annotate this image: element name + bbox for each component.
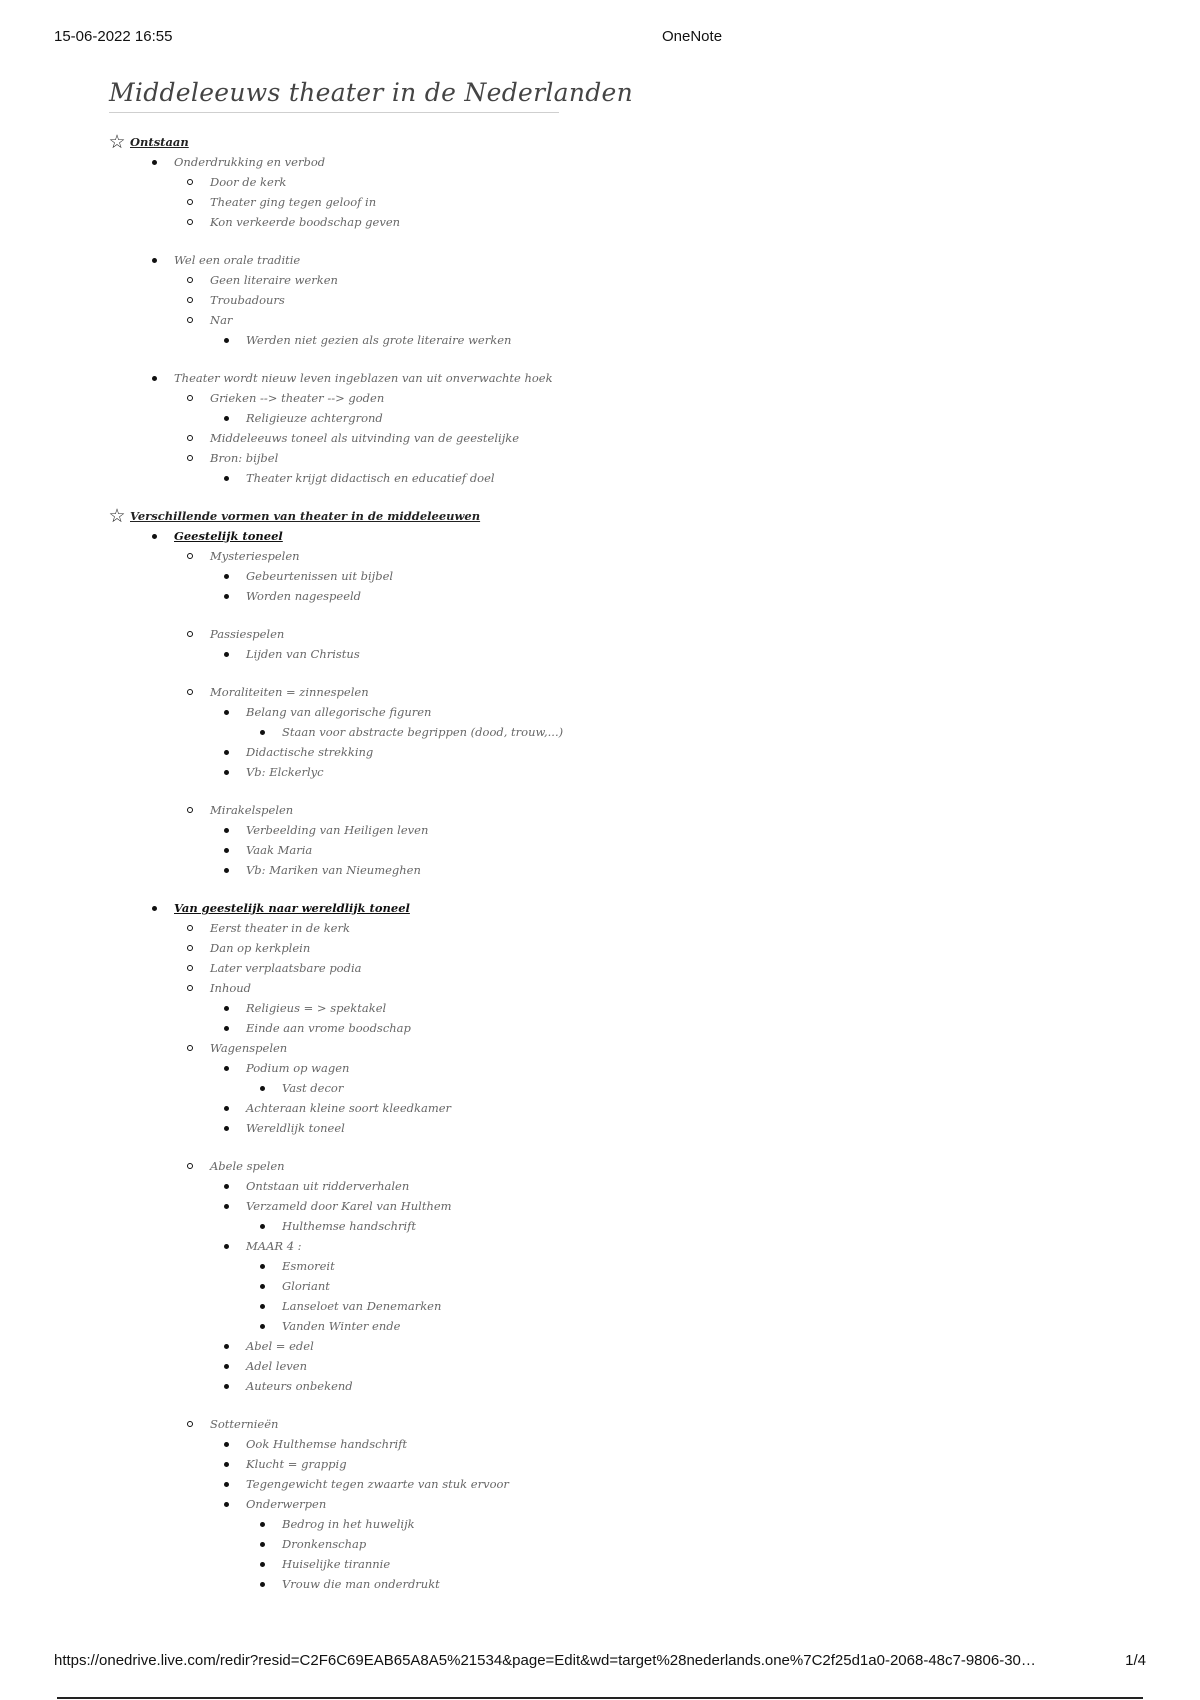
list-item xyxy=(110,1356,1010,1376)
bullet-icon xyxy=(150,904,158,912)
list-item-text: Dronkenschap xyxy=(282,1537,367,1551)
bullet-icon xyxy=(222,1202,230,1210)
list-item xyxy=(110,1376,1010,1396)
list-item xyxy=(110,526,1010,546)
list-item xyxy=(110,1236,1010,1256)
list-item-text: Later verplaatsbare podia xyxy=(210,961,362,975)
list-item xyxy=(110,1474,1010,1494)
list-item-text: Einde aan vrome boodschap xyxy=(246,1021,411,1035)
hollow-bullet-icon xyxy=(186,1420,194,1428)
list-item-text: Vanden Winter ende xyxy=(282,1319,401,1333)
list-item xyxy=(110,762,1010,782)
list-item-text: Podium op wagen xyxy=(246,1061,350,1075)
list-item xyxy=(110,938,1010,958)
list-item-text: Vaak Maria xyxy=(246,843,313,857)
list-item-text: Geen literaire werken xyxy=(210,273,338,287)
hollow-bullet-icon xyxy=(186,630,194,638)
list-item xyxy=(110,192,1010,212)
list-item-text: Gebeurtenissen uit bijbel xyxy=(246,569,394,583)
list-item-text: Geestelijk toneel xyxy=(174,529,283,543)
footer-divider xyxy=(57,1697,1143,1699)
list-item xyxy=(110,388,1010,408)
bullet-icon xyxy=(258,1580,266,1588)
list-item xyxy=(110,270,1010,290)
bullet-icon xyxy=(258,1222,266,1230)
list-item-text: Moraliteiten = zinnespelen xyxy=(210,685,369,699)
hollow-bullet-icon xyxy=(186,434,194,442)
list-item-text: Vast decor xyxy=(282,1081,344,1095)
hollow-bullet-icon xyxy=(186,296,194,304)
list-item xyxy=(110,468,1010,488)
bullet-icon xyxy=(222,1004,230,1012)
list-item xyxy=(110,586,1010,606)
hollow-bullet-icon xyxy=(186,806,194,814)
list-item-text: Bedrog in het huwelijk xyxy=(282,1517,415,1531)
bullet-icon xyxy=(222,866,230,874)
bullet-icon xyxy=(258,1322,266,1330)
list-item-text: Theater ging tegen geloof in xyxy=(210,195,377,209)
hollow-bullet-icon xyxy=(186,454,194,462)
hollow-bullet-icon xyxy=(186,276,194,284)
list-item xyxy=(110,702,1010,722)
list-item-text: Theater krijgt didactisch en educatief doel xyxy=(246,471,495,485)
list-item xyxy=(110,978,1010,998)
note-outline xyxy=(110,132,1010,1594)
list-item-text: Vb: Elckerlyc xyxy=(246,765,324,779)
list-item-text: Mirakelspelen xyxy=(210,803,294,817)
bullet-icon xyxy=(150,532,158,540)
list-item xyxy=(110,1336,1010,1356)
page-title: Middeleeuws theater in de Nederlanden xyxy=(109,78,634,107)
bullet-icon xyxy=(222,414,230,422)
section-heading-text: Ontstaan xyxy=(130,135,189,149)
bullet-icon xyxy=(222,1182,230,1190)
list-item xyxy=(110,250,1010,270)
bullet-icon xyxy=(222,474,230,482)
list-item-text: Troubadours xyxy=(210,293,285,307)
list-item-text: Vrouw die man onderdrukt xyxy=(282,1577,440,1591)
hollow-bullet-icon xyxy=(186,394,194,402)
list-item xyxy=(110,1176,1010,1196)
list-item-text: Religieus = > spektakel xyxy=(246,1001,387,1015)
hollow-bullet-icon xyxy=(186,178,194,186)
bullet-icon xyxy=(222,1024,230,1032)
bullet-icon xyxy=(222,336,230,344)
list-item xyxy=(110,172,1010,192)
list-item-text: Auteurs onbekend xyxy=(246,1379,353,1393)
list-item xyxy=(110,1454,1010,1474)
hollow-bullet-icon xyxy=(186,964,194,972)
spacer xyxy=(110,1396,1010,1414)
list-item xyxy=(110,152,1010,172)
list-item-text: Esmoreit xyxy=(282,1259,335,1273)
list-item xyxy=(110,368,1010,388)
spacer xyxy=(110,350,1010,368)
list-item-text: Adel leven xyxy=(246,1359,307,1373)
list-item-text: Passiespelen xyxy=(210,627,285,641)
list-item-text: Verzameld door Karel van Hulthem xyxy=(246,1199,452,1213)
list-item-text: Wel een orale traditie xyxy=(174,253,301,267)
bullet-icon xyxy=(258,1084,266,1092)
list-item xyxy=(110,918,1010,938)
hollow-bullet-icon xyxy=(186,944,194,952)
list-item-text: Onderwerpen xyxy=(246,1497,327,1511)
bullet-icon xyxy=(222,1342,230,1350)
bullet-icon xyxy=(258,728,266,736)
list-item xyxy=(110,682,1010,702)
bullet-icon xyxy=(222,1480,230,1488)
list-item xyxy=(110,448,1010,468)
list-item-text: Huiselijke tirannie xyxy=(282,1557,391,1571)
print-header xyxy=(54,28,1146,48)
list-item-text: Van geestelijk naar wereldlijk toneel xyxy=(174,901,410,915)
list-item-text: Didactische strekking xyxy=(246,745,374,759)
list-item xyxy=(110,1256,1010,1276)
print-app-name: OneNote xyxy=(662,28,723,45)
list-item xyxy=(110,566,1010,586)
hollow-bullet-icon xyxy=(186,688,194,696)
list-item-text: Eerst theater in de kerk xyxy=(210,921,350,935)
list-item-text: Klucht = grappig xyxy=(246,1457,347,1471)
list-item-text: Mysteriespelen xyxy=(210,549,300,563)
list-item xyxy=(110,800,1010,820)
bullet-icon xyxy=(222,572,230,580)
list-item-text: Abel = edel xyxy=(246,1339,314,1353)
list-item-text: Ontstaan uit ridderverhalen xyxy=(246,1179,410,1193)
list-item xyxy=(110,1216,1010,1236)
bullet-icon xyxy=(222,1362,230,1370)
list-item-text: Religieuze achtergrond xyxy=(246,411,383,425)
list-item-text: Kon verkeerde boodschap geven xyxy=(210,215,401,229)
list-item xyxy=(110,1434,1010,1454)
list-item xyxy=(110,1554,1010,1574)
hollow-bullet-icon xyxy=(186,198,194,206)
bullet-icon xyxy=(222,1064,230,1072)
bullet-icon xyxy=(222,1242,230,1250)
list-item xyxy=(110,820,1010,840)
section-heading-text: Verschillende vormen van theater in de middeleeuwen xyxy=(130,509,481,523)
list-item-text: Door de kerk xyxy=(210,175,287,189)
hollow-bullet-icon xyxy=(186,316,194,324)
list-item xyxy=(110,998,1010,1018)
list-item xyxy=(110,1534,1010,1554)
spacer xyxy=(110,606,1010,624)
list-item xyxy=(110,1018,1010,1038)
list-item xyxy=(110,330,1010,350)
list-item xyxy=(110,958,1010,978)
list-item-text: Tegengewicht tegen zwaarte van stuk ervoor xyxy=(246,1477,509,1491)
footer-url: https://onedrive.live.com/redir?resid=C2F6C69EAB65A8A5%21534&page=Edit&wd=target%28nederlands.one%7C2f25d1a0-2068-48c7-9806-30… xyxy=(54,1652,1036,1669)
bullet-icon xyxy=(222,1382,230,1390)
list-item-text: Abele spelen xyxy=(210,1159,285,1173)
spacer xyxy=(110,664,1010,682)
section-heading xyxy=(110,132,1010,152)
hollow-bullet-icon xyxy=(186,1044,194,1052)
bullet-icon xyxy=(222,826,230,834)
list-item xyxy=(110,1514,1010,1534)
list-item-text: Wereldlijk toneel xyxy=(246,1121,345,1135)
list-item xyxy=(110,428,1010,448)
list-item xyxy=(110,1078,1010,1098)
list-item-text: Hulthemse handschrift xyxy=(282,1219,417,1233)
list-item xyxy=(110,1118,1010,1138)
list-item xyxy=(110,310,1010,330)
list-item xyxy=(110,898,1010,918)
list-item-text: Grieken --> theater --> goden xyxy=(210,391,385,405)
list-item xyxy=(110,290,1010,310)
bullet-icon xyxy=(222,650,230,658)
spacer xyxy=(110,1138,1010,1156)
bullet-icon xyxy=(222,1104,230,1112)
list-item xyxy=(110,644,1010,664)
list-item xyxy=(110,840,1010,860)
list-item xyxy=(110,1316,1010,1336)
star-icon: ☆ xyxy=(108,505,126,527)
list-item-text: Dan op kerkplein xyxy=(210,941,311,955)
section-heading xyxy=(110,506,1010,526)
list-item xyxy=(110,1414,1010,1434)
list-item xyxy=(110,212,1010,232)
list-item xyxy=(110,408,1010,428)
list-item-text: Onderdrukking en verbod xyxy=(174,155,326,169)
list-item xyxy=(110,1276,1010,1296)
list-item-text: Nar xyxy=(210,313,233,327)
list-item xyxy=(110,1098,1010,1118)
hollow-bullet-icon xyxy=(186,218,194,226)
list-item xyxy=(110,1296,1010,1316)
bullet-icon xyxy=(258,1560,266,1568)
bullet-icon xyxy=(222,768,230,776)
spacer xyxy=(110,880,1010,898)
bullet-icon xyxy=(258,1262,266,1270)
list-item xyxy=(110,624,1010,644)
list-item-text: Lanseloet van Denemarken xyxy=(282,1299,442,1313)
spacer xyxy=(110,782,1010,800)
list-item xyxy=(110,1058,1010,1078)
footer-page-number: 1/4 xyxy=(1125,1652,1146,1669)
list-item-text: Gloriant xyxy=(282,1279,330,1293)
list-item xyxy=(110,1038,1010,1058)
spacer xyxy=(110,232,1010,250)
list-item xyxy=(110,742,1010,762)
list-item-text: Wagenspelen xyxy=(210,1041,288,1055)
list-item-text: Bron: bijbel xyxy=(210,451,279,465)
list-item xyxy=(110,1574,1010,1594)
list-item-text: Inhoud xyxy=(210,981,252,995)
list-item-text: Vb: Mariken van Nieumeghen xyxy=(246,863,421,877)
bullet-icon xyxy=(258,1540,266,1548)
list-item xyxy=(110,1156,1010,1176)
spacer xyxy=(110,488,1010,506)
bullet-icon xyxy=(150,256,158,264)
bullet-icon xyxy=(222,1124,230,1132)
list-item xyxy=(110,1196,1010,1216)
bullet-icon xyxy=(222,1440,230,1448)
list-item-text: Ook Hulthemse handschrift xyxy=(246,1437,408,1451)
print-footer xyxy=(54,1652,1146,1672)
list-item xyxy=(110,722,1010,742)
list-item-text: Verbeelding van Heiligen leven xyxy=(246,823,429,837)
list-item xyxy=(110,546,1010,566)
list-item-text: Werden niet gezien als grote literaire werken xyxy=(246,333,512,347)
list-item-text: Worden nagespeeld xyxy=(246,589,362,603)
bullet-icon xyxy=(222,708,230,716)
bullet-icon xyxy=(150,374,158,382)
list-item xyxy=(110,1494,1010,1514)
hollow-bullet-icon xyxy=(186,1162,194,1170)
list-item xyxy=(110,860,1010,880)
hollow-bullet-icon xyxy=(186,924,194,932)
hollow-bullet-icon xyxy=(186,552,194,560)
bullet-icon xyxy=(222,592,230,600)
bullet-icon xyxy=(222,1460,230,1468)
list-item-text: Achteraan kleine soort kleedkamer xyxy=(246,1101,452,1115)
list-item-text: Lijden van Christus xyxy=(246,647,360,661)
list-item-text: Staan voor abstracte begrippen (dood, trouw,...) xyxy=(282,725,564,739)
list-item-text: Sotternieën xyxy=(210,1417,279,1431)
title-divider xyxy=(109,112,559,113)
bullet-icon xyxy=(258,1520,266,1528)
list-item-text: Middeleeuws toneel als uitvinding van de geestelijke xyxy=(210,431,520,445)
bullet-icon xyxy=(150,158,158,166)
bullet-icon xyxy=(222,748,230,756)
bullet-icon xyxy=(258,1282,266,1290)
print-datetime: 15-06-2022 16:55 xyxy=(54,28,173,45)
list-item-text: MAAR 4 : xyxy=(246,1239,302,1253)
bullet-icon xyxy=(258,1302,266,1310)
star-icon: ☆ xyxy=(108,131,126,153)
list-item-text: Belang van allegorische figuren xyxy=(246,705,432,719)
bullet-icon xyxy=(222,1500,230,1508)
bullet-icon xyxy=(222,846,230,854)
hollow-bullet-icon xyxy=(186,984,194,992)
list-item-text: Theater wordt nieuw leven ingeblazen van uit onverwachte hoek xyxy=(174,371,553,385)
